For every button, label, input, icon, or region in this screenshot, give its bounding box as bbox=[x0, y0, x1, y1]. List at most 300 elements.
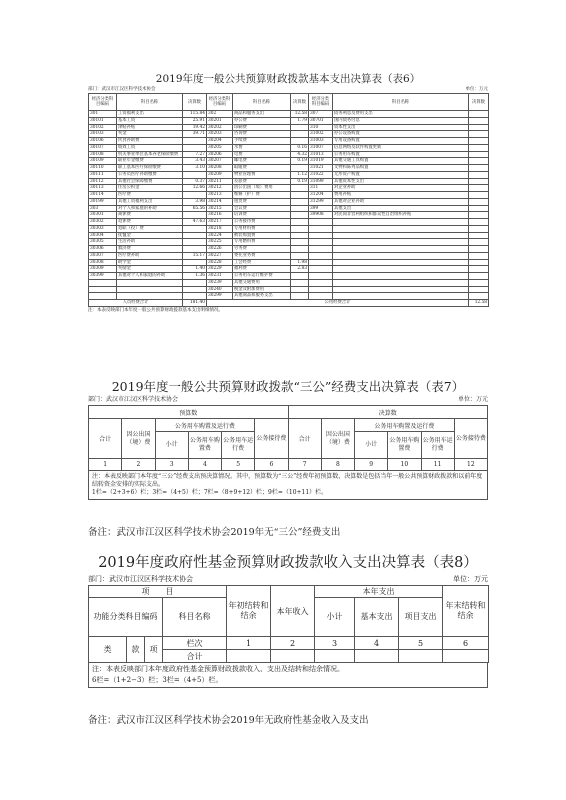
table6-cell: 住房公积金 bbox=[117, 185, 183, 192]
table6-cell bbox=[333, 273, 469, 280]
end-header: 年末结转和结余 bbox=[443, 586, 489, 637]
basic-header: 基本支出 bbox=[355, 598, 399, 637]
table-row bbox=[89, 192, 489, 199]
table6-cell: 资本性支出 bbox=[333, 124, 469, 131]
budget-car-group-header: 公务用车购置及运行费 bbox=[155, 419, 255, 432]
table6-cell: 31002 bbox=[309, 131, 333, 138]
table6-cell bbox=[469, 151, 489, 158]
table6-cell bbox=[333, 232, 469, 239]
table6-cell: 无形资产购置 bbox=[333, 171, 469, 178]
table6-cell: 30113 bbox=[89, 185, 117, 192]
table6-cell: 专用设备购置 bbox=[333, 138, 469, 145]
table6-cell bbox=[183, 225, 207, 232]
total-cell bbox=[271, 650, 315, 663]
table7-number-row bbox=[89, 459, 488, 471]
table6-cell: 退职（役）费 bbox=[117, 225, 183, 232]
table6-cell bbox=[117, 286, 183, 293]
table6-cell bbox=[291, 239, 309, 246]
table6-cell: 咨询费 bbox=[233, 131, 291, 138]
table6-total-cell: 人员经费合计 bbox=[89, 300, 183, 307]
table6-cell: 30218 bbox=[207, 225, 233, 232]
table-row bbox=[89, 205, 489, 212]
table6-cell bbox=[309, 286, 333, 293]
table6-cell: 奖金 bbox=[117, 131, 183, 138]
table6-cell: 30206 bbox=[207, 151, 233, 158]
table6-cell: 国内债务付息 bbox=[333, 117, 469, 124]
kuan-cell: 款 bbox=[127, 637, 145, 663]
table6-cell bbox=[183, 232, 207, 239]
table6-cell: 30103 bbox=[89, 131, 117, 138]
table6-cell: 其他交通工具购置 bbox=[333, 158, 469, 165]
table6-cell bbox=[183, 192, 207, 199]
table6-cell: 30207 bbox=[207, 158, 233, 165]
table6-cell: 工资福利支出 bbox=[117, 111, 183, 118]
table6-cell: 30399 bbox=[89, 273, 117, 280]
final-car-run-header: 公务用车运行费 bbox=[421, 432, 454, 459]
table6-cell: 因公出国（境）费用 bbox=[233, 185, 291, 192]
final-total-header: 合计 bbox=[288, 419, 321, 459]
col-label-cell: 栏次 bbox=[163, 637, 227, 650]
table-row bbox=[89, 185, 489, 192]
table-row bbox=[89, 225, 489, 232]
budget-subtotal-header: 小计 bbox=[155, 432, 188, 459]
table7-title: 2019年度一般公共预算财政拨款“三公”经费支出决算表（表7） bbox=[111, 379, 465, 394]
table6-cell: 职工基本医疗保险缴费 bbox=[117, 165, 183, 172]
table6-cell: 专用材料费 bbox=[233, 225, 291, 232]
table6 bbox=[88, 93, 489, 307]
table6-cell bbox=[469, 279, 489, 286]
table6-cell: 30199 bbox=[89, 198, 117, 205]
carry-header: 年初结转和结余 bbox=[227, 586, 271, 637]
table6-cell bbox=[469, 212, 489, 219]
table6-cell: 30299 bbox=[207, 293, 233, 300]
table6-cell bbox=[469, 266, 489, 273]
table6-cell: 1.12 bbox=[291, 171, 309, 178]
table6-note: 注：本表反映部门本年度一般公共预算财政拨款基本支出明细情况。 bbox=[88, 307, 223, 313]
table6-total-row bbox=[89, 300, 489, 307]
table6-cell: 救济费 bbox=[117, 246, 183, 253]
table7 bbox=[88, 405, 488, 471]
table6-cell bbox=[183, 239, 207, 246]
table8-dept: 部门：武汉市江汉区科学技术协会 bbox=[88, 575, 193, 583]
table6-cell: 办公费 bbox=[233, 117, 291, 124]
table6-title: 2019年度一般公共预算财政拨款基本支出决算表（表6） bbox=[155, 73, 421, 85]
table6-cell: 物业管理费 bbox=[233, 171, 291, 178]
table6-cell: 奖励金 bbox=[117, 266, 183, 273]
table-row bbox=[89, 279, 489, 286]
table6-cell: 39908 bbox=[309, 212, 333, 219]
basic-expenditure-table-section bbox=[88, 72, 488, 370]
table6-cell: 公务接待费 bbox=[233, 219, 291, 226]
table6-cell: 30239 bbox=[207, 279, 233, 286]
column-number-cell: 4 bbox=[188, 459, 221, 471]
table6-cell bbox=[469, 239, 489, 246]
table6-cell: 30229 bbox=[207, 266, 233, 273]
table6-cell bbox=[469, 219, 489, 226]
table6-cell bbox=[291, 124, 309, 131]
table6-cell: 福利费 bbox=[233, 266, 291, 273]
table6-cell bbox=[469, 178, 489, 185]
table6-cell: 1.36 bbox=[183, 273, 207, 280]
table6-cell bbox=[469, 246, 489, 253]
column-number-cell: 3 bbox=[315, 637, 355, 650]
table6-cell: 退休费 bbox=[117, 219, 183, 226]
table6-unit: 单位：万元 bbox=[465, 87, 488, 92]
table6-cell bbox=[89, 293, 117, 300]
table6-cell: 会议费 bbox=[233, 205, 291, 212]
table6-cell: 30114 bbox=[89, 192, 117, 199]
table6-cell bbox=[333, 239, 469, 246]
table7-note bbox=[88, 471, 488, 500]
table6-cell: 399 bbox=[309, 205, 333, 212]
table6-cell bbox=[469, 144, 489, 151]
table6-cell: 伙食补助费 bbox=[117, 138, 183, 145]
table6-cell bbox=[469, 117, 489, 124]
table6-cell: 取暖费 bbox=[233, 165, 291, 172]
table6-cell: 30226 bbox=[207, 246, 233, 253]
table8-title: 2019年度政府性基金预算财政拨款收入支出决算表（表8） bbox=[98, 555, 478, 571]
table6-cell bbox=[309, 246, 333, 253]
table6-cell bbox=[291, 212, 309, 219]
table6-cell: 工会经费 bbox=[233, 259, 291, 266]
table6-cell bbox=[291, 131, 309, 138]
table6-cell: 31007 bbox=[309, 144, 333, 151]
table6-cell: 25.91 bbox=[183, 117, 207, 124]
table6-cell bbox=[309, 252, 333, 259]
table6-cell: 绩效工资 bbox=[117, 144, 183, 151]
table6-cell: 30204 bbox=[207, 138, 233, 145]
table-row bbox=[89, 259, 489, 266]
table6-cell: 离休费 bbox=[117, 212, 183, 219]
table6-cell: 手续费 bbox=[233, 138, 291, 145]
table-row bbox=[89, 286, 489, 293]
total-label-cell: 合计 bbox=[163, 650, 227, 663]
table6-cell: 其他工资福利支出 bbox=[117, 198, 183, 205]
column-number-cell: 11 bbox=[421, 459, 454, 471]
table6-cell: 65.56 bbox=[183, 205, 207, 212]
table6-cell bbox=[117, 279, 183, 286]
table6-cell bbox=[469, 158, 489, 165]
column-number-cell: 2 bbox=[122, 459, 155, 471]
table6-header-cell: 经济分类科目编码 bbox=[309, 94, 333, 111]
table6-cell: 水费 bbox=[233, 144, 291, 151]
table6-cell bbox=[309, 279, 333, 286]
table6-header-cell: 科目名称 bbox=[333, 94, 469, 111]
total-cell bbox=[315, 650, 355, 663]
table6-cell bbox=[333, 266, 469, 273]
table8 bbox=[88, 585, 489, 663]
table6-cell bbox=[291, 185, 309, 192]
table6-cell: 30111 bbox=[89, 171, 117, 178]
table7-header-row-2 bbox=[89, 419, 488, 432]
table6-cell: 30107 bbox=[89, 144, 117, 151]
budget-total-header: 合计 bbox=[89, 419, 122, 459]
total-cell bbox=[227, 650, 271, 663]
table-row bbox=[89, 171, 489, 178]
table6-cell: 30211 bbox=[207, 178, 233, 185]
table6-cell: 7.27 bbox=[183, 151, 207, 158]
table6-cell bbox=[309, 259, 333, 266]
table6-cell: 12.66 bbox=[183, 185, 207, 192]
column-number-cell: 3 bbox=[155, 459, 188, 471]
table6-cell bbox=[89, 286, 117, 293]
table6-cell: 2.83 bbox=[291, 266, 309, 273]
table6-cell bbox=[333, 225, 469, 232]
table6-cell: 31299 bbox=[309, 198, 333, 205]
table6-cell bbox=[469, 205, 489, 212]
table6-cell: 3.98 bbox=[183, 198, 207, 205]
expense-header: 本年支出 bbox=[315, 586, 443, 598]
table6-cell bbox=[183, 212, 207, 219]
table6-header-cell: 决算数 bbox=[291, 94, 309, 111]
table6-cell: 文物和陈列品购置 bbox=[333, 165, 469, 172]
table6-cell: 其他交通费用 bbox=[233, 279, 291, 286]
budget-reception-header: 公务接待费 bbox=[255, 419, 288, 459]
table6-cell: 专用燃料费 bbox=[233, 239, 291, 246]
table6-cell: 维修（护）费 bbox=[233, 192, 291, 199]
table6-cell: 30108 bbox=[89, 151, 117, 158]
budget-car-run-header: 公务用车运行费 bbox=[222, 432, 255, 459]
table6-cell bbox=[333, 219, 469, 226]
table-row bbox=[89, 151, 489, 158]
table-row bbox=[89, 219, 489, 226]
column-number-cell: 4 bbox=[355, 637, 399, 650]
item-header: 项 目 bbox=[89, 586, 227, 598]
table6-cell bbox=[183, 259, 207, 266]
func-code-header: 功能分类科目编码 bbox=[89, 598, 163, 637]
table6-cell: 30228 bbox=[207, 259, 233, 266]
table6-cell: 办公设备购置 bbox=[333, 131, 469, 138]
table6-cell bbox=[469, 198, 489, 205]
subject-header: 科目名称 bbox=[163, 598, 227, 637]
table6-cell bbox=[291, 293, 309, 300]
table6-cell: 30110 bbox=[89, 165, 117, 172]
table-row bbox=[89, 273, 489, 280]
table6-cell: 债务利息及费用支出 bbox=[333, 111, 469, 118]
table6-cell: 19.42 bbox=[183, 124, 207, 131]
table6-meta bbox=[88, 86, 488, 93]
table6-cell bbox=[183, 286, 207, 293]
table6-cell bbox=[309, 225, 333, 232]
table6-cell: 30209 bbox=[207, 171, 233, 178]
table6-cell: 31022 bbox=[309, 171, 333, 178]
table6-cell: 30205 bbox=[207, 144, 233, 151]
total-cell bbox=[443, 650, 489, 663]
gov-fund-table-section bbox=[88, 553, 488, 701]
table6-cell bbox=[291, 198, 309, 205]
column-number-cell: 7 bbox=[288, 459, 321, 471]
table6-cell: 31099 bbox=[309, 178, 333, 185]
table7-meta bbox=[88, 395, 488, 405]
remark-three-public: 备注：武汉市江汉区科学技术协会2019年无“三公”经费支出 bbox=[88, 527, 341, 538]
total-cell bbox=[399, 650, 443, 663]
table-row bbox=[89, 117, 489, 124]
table6-cell: 30213 bbox=[207, 192, 233, 199]
table6-cell: 307 bbox=[309, 111, 333, 118]
table6-cell: 31013 bbox=[309, 151, 333, 158]
table6-cell: 劳务费 bbox=[233, 246, 291, 253]
final-car-buy-header: 公务用车购置费 bbox=[388, 432, 421, 459]
table6-cell: 39.71 bbox=[183, 131, 207, 138]
table6-cell: 30227 bbox=[207, 252, 233, 259]
table7-unit: 单位：万元 bbox=[457, 396, 488, 403]
table6-cell bbox=[469, 138, 489, 145]
table6-cell: 30306 bbox=[89, 246, 117, 253]
table6-cell bbox=[333, 279, 469, 286]
table6-cell: 1.98 bbox=[291, 259, 309, 266]
table6-cell: 费用补贴 bbox=[333, 192, 469, 199]
table6-cell bbox=[469, 171, 489, 178]
table6-total-cell: 公用经费合计 bbox=[207, 300, 469, 307]
table-row bbox=[89, 144, 489, 151]
table6-cell bbox=[333, 252, 469, 259]
subtotal-header: 小计 bbox=[315, 598, 355, 637]
final-car-group-header: 公务用车购置及运行费 bbox=[355, 419, 455, 432]
table7-header-row-1 bbox=[89, 406, 488, 419]
table-row bbox=[89, 266, 489, 273]
table6-cell: 30109 bbox=[89, 158, 117, 165]
table7-note-line-2: 1栏=（2+3+6）栏；3栏=（4+5）栏；7栏=（8+9+12）栏；9栏=（10+11）栏。 bbox=[92, 489, 328, 496]
table6-cell: 助学金 bbox=[117, 259, 183, 266]
table6-cell bbox=[291, 286, 309, 293]
column-number-cell: 12 bbox=[454, 459, 487, 471]
final-header: 决算数 bbox=[288, 406, 488, 419]
table6-cell bbox=[469, 286, 489, 293]
table6-cell bbox=[333, 246, 469, 253]
final-reception-header: 公务接待费 bbox=[454, 419, 487, 459]
table6-cell: 其他对个人和家庭的补助 bbox=[117, 273, 183, 280]
table7-dept: 部门：武汉市江汉区科学技术协会 bbox=[88, 396, 179, 403]
table6-total-cell: 12.58 bbox=[469, 300, 489, 307]
table6-cell bbox=[183, 144, 207, 151]
column-number-cell: 1 bbox=[227, 637, 271, 650]
table6-cell bbox=[291, 219, 309, 226]
table6-cell: 津贴补贴 bbox=[117, 124, 183, 131]
table8-note bbox=[88, 663, 488, 688]
table8-note-line-1: 注：本表反映部门本年度政府性基金预算财政拨款收入、支出及结转和结余情况。 bbox=[92, 665, 344, 673]
column-number-cell: 8 bbox=[321, 459, 354, 471]
table6-cell bbox=[469, 252, 489, 259]
table6-cell bbox=[333, 293, 469, 300]
three-public-table-section bbox=[88, 378, 488, 496]
table6-cell: 基本工资 bbox=[117, 117, 183, 124]
column-number-cell: 6 bbox=[443, 637, 489, 650]
table6-cell bbox=[469, 165, 489, 172]
table6-cell: 印刷费 bbox=[233, 124, 291, 131]
table6-cell: 30106 bbox=[89, 138, 117, 145]
table6-cell: 税金及附加费用 bbox=[233, 286, 291, 293]
table-row bbox=[89, 138, 489, 145]
budget-car-buy-header: 公务用车购置费 bbox=[188, 432, 221, 459]
total-cell bbox=[355, 650, 399, 663]
table6-cell: 30225 bbox=[207, 239, 233, 246]
table6-cell: 0.19 bbox=[291, 158, 309, 165]
table6-cell bbox=[183, 171, 207, 178]
lei-cell: 类 bbox=[89, 637, 127, 663]
table6-header-cell: 经济分类科目编码 bbox=[89, 94, 117, 111]
table6-cell: 公务用车购置 bbox=[333, 151, 469, 158]
table6-cell: 30301 bbox=[89, 212, 117, 219]
table6-cell: 其他商品和服务支出 bbox=[233, 293, 291, 300]
table6-cell: 30203 bbox=[207, 131, 233, 138]
table6-cell: 差旅费 bbox=[233, 178, 291, 185]
table6-cell: 其他资本性支出 bbox=[333, 178, 469, 185]
table6-cell: 被装购置费 bbox=[233, 232, 291, 239]
table6-header-cell: 决算数 bbox=[469, 94, 489, 111]
table6-cell bbox=[291, 138, 309, 145]
table6-cell: 311 bbox=[309, 185, 333, 192]
table6-cell: 机关事业单位基本养老保险缴费 bbox=[117, 151, 183, 158]
table6-cell: 其他社会保障缴费 bbox=[117, 178, 183, 185]
table6-dept: 部门：武汉市江汉区科学技术协会 bbox=[88, 87, 156, 92]
table6-cell: 培训费 bbox=[233, 212, 291, 219]
table6-cell bbox=[291, 252, 309, 259]
table6-cell bbox=[469, 111, 489, 118]
table-row bbox=[89, 293, 489, 300]
table6-cell: 公务用车运行维护费 bbox=[233, 273, 291, 280]
table6-cell: 职业年金缴费 bbox=[117, 158, 183, 165]
final-subtotal-header: 小计 bbox=[355, 432, 388, 459]
column-number-cell: 5 bbox=[222, 459, 255, 471]
column-number-cell: 6 bbox=[255, 459, 288, 471]
table6-cell: 30304 bbox=[89, 232, 117, 239]
table6-cell: 3.10 bbox=[183, 165, 207, 172]
table6-cell: 抚恤金 bbox=[117, 232, 183, 239]
table6-cell: 31003 bbox=[309, 138, 333, 145]
table6-cell: 302 bbox=[207, 111, 233, 118]
table6-header-cell: 决算数 bbox=[183, 94, 207, 111]
table6-cell: 47.63 bbox=[183, 219, 207, 226]
table8-header-row-1 bbox=[89, 586, 489, 598]
table6-cell: 15.17 bbox=[183, 252, 207, 259]
table6-cell bbox=[291, 246, 309, 253]
table6-cell: 0.16 bbox=[291, 144, 309, 151]
table6-cell: 31204 bbox=[309, 192, 333, 199]
table6-cell: 3.43 bbox=[183, 158, 207, 165]
budget-abroad-header: 因公出国（境）费 bbox=[122, 419, 155, 459]
table6-header-cell: 经济分类科目编码 bbox=[207, 94, 233, 111]
table6-cell bbox=[89, 279, 117, 286]
table6-cell bbox=[309, 239, 333, 246]
table-row bbox=[89, 111, 489, 118]
table6-cell: 医疗费补助 bbox=[117, 252, 183, 259]
table-row bbox=[89, 252, 489, 259]
table6-cell: 30202 bbox=[207, 124, 233, 131]
table6-cell: 30309 bbox=[89, 266, 117, 273]
table-row bbox=[89, 246, 489, 253]
table6-cell: 医疗费 bbox=[117, 192, 183, 199]
table6-cell bbox=[469, 131, 489, 138]
table6-cell: 租赁费 bbox=[233, 198, 291, 205]
table6-cell: 301 bbox=[89, 111, 117, 118]
table-row bbox=[89, 178, 489, 185]
table6-total-cell: 181.40 bbox=[183, 300, 207, 307]
table6-cell bbox=[291, 273, 309, 280]
table-row bbox=[89, 212, 489, 219]
xiang-cell: 项 bbox=[145, 637, 163, 663]
table6-header-cell: 科目名称 bbox=[233, 94, 291, 111]
column-number-cell: 1 bbox=[89, 459, 122, 471]
table6-cell: 30302 bbox=[89, 219, 117, 226]
table8-unit: 单位：万元 bbox=[453, 575, 488, 583]
table6-cell: 30307 bbox=[89, 252, 117, 259]
project-header: 项目支出 bbox=[399, 598, 443, 637]
table6-header-cell: 科目名称 bbox=[117, 94, 183, 111]
table6-cell: 邮电费 bbox=[233, 158, 291, 165]
table6-cell bbox=[291, 165, 309, 172]
table8-meta bbox=[88, 573, 488, 585]
table6-cell bbox=[333, 286, 469, 293]
